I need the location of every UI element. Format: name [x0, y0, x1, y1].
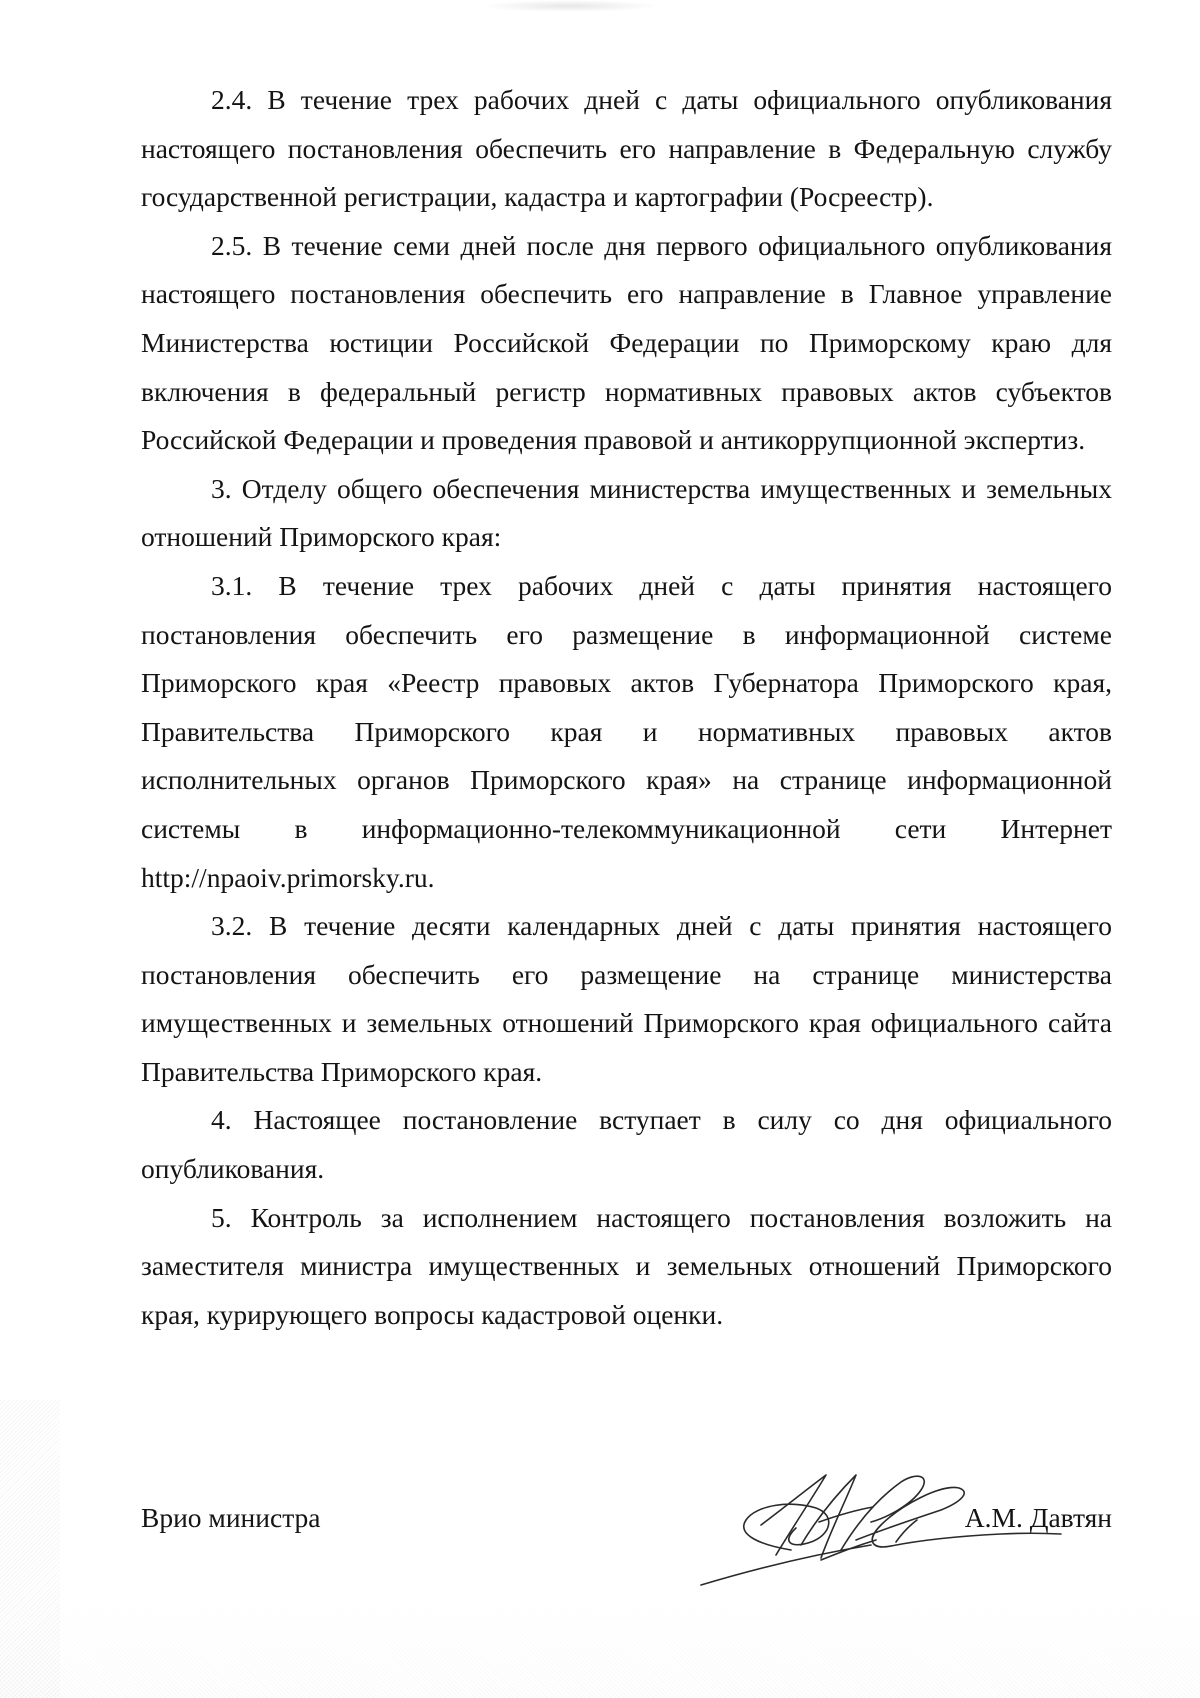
document-body [141, 76, 1112, 1339]
paragraph-3: 3. Отделу общего обеспечения министерства имущественных и земельных отношений Приморского края: [141, 472, 1112, 553]
scan-artifact-top [480, 0, 660, 12]
signatory-name: А.М. Давтян [964, 1502, 1112, 1533]
paragraph-2-5: 2.5. В течение семи дней после дня первого официального опубликования настоящего постановления обеспечить его направление в Главное управление Министерства юстиции Российской Федерации по Приморскому краю для включения в федеральный регистр нормативных правовых актов субъектов Российской Федерации и проведения правовой и антикоррупционной экспертиз. [141, 229, 1112, 456]
paragraph-2-4: 2.4. В течение трех рабочих дней с даты официального опубликования настоящего постановления обеспечить его направление в Федеральную службу государственной регистрации, кадастра и картографии (Росреестр). [141, 84, 1112, 213]
paragraph-5: 5. Контроль за исполнением настоящего постановления возложить на заместителя министра имущественных и земельных отношений Приморского края, курирующего вопросы кадастровой оценки. [141, 1201, 1112, 1330]
paragraph-4: 4. Настоящее постановление вступает в силу со дня официального опубликования. [141, 1104, 1112, 1185]
paragraph-3-1: 3.1. В течение трех рабочих дней с даты принятия настоящего постановления обеспечить его размещение в информационной системе Приморского края «Реестр правовых актов Губернатора Приморского края, Правительства Приморского края и нормативных правовых актов исполнительных органов Приморского края» на странице информационной системы в информационно-телекоммуникационной сети Интернет http://npaoiv.primorsky.ru. [141, 569, 1112, 893]
paragraph-3-2: 3.2. В течение десяти календарных дней с даты принятия настоящего постановления обеспечить его размещение на странице министерства имущественных и земельных отношений Приморского края официального сайта Правительства Приморского края. [141, 910, 1112, 1087]
signature-block [141, 1480, 1112, 1600]
signatory-position: Врио министра [141, 1502, 321, 1533]
